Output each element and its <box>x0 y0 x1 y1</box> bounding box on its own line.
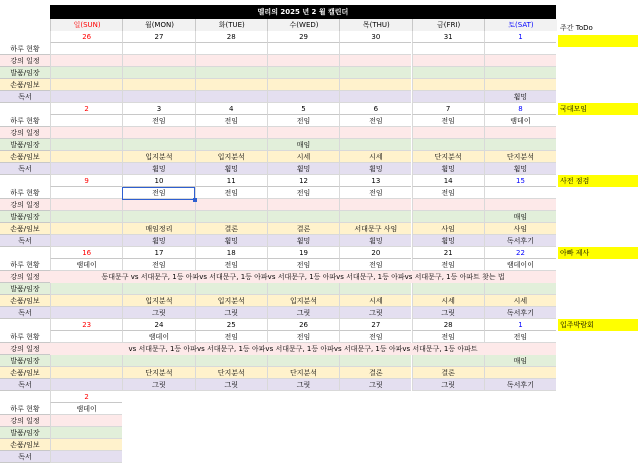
day-status-cell[interactable]: 전임 <box>412 331 484 343</box>
day-reading-cell[interactable]: 독서후기 <box>484 379 556 391</box>
date-cell[interactable]: 21 <box>412 247 484 259</box>
date-cell[interactable]: 4 <box>195 103 267 115</box>
day-reading-cell[interactable]: 그릿 <box>195 307 267 319</box>
day-lecture-cell[interactable] <box>50 415 122 427</box>
day-lecture-cell[interactable] <box>339 127 411 139</box>
day-reading-cell[interactable]: 그릿 <box>412 307 484 319</box>
row-label: 손품/임보 <box>0 79 50 91</box>
day-field-cell[interactable] <box>267 67 339 79</box>
day-field-cell[interactable] <box>339 283 411 295</box>
date-cell[interactable]: 27 <box>339 319 411 331</box>
day-field-cell[interactable] <box>267 211 339 223</box>
day-reading-cell[interactable]: 휨밍 <box>195 235 267 247</box>
date-cell[interactable]: 17 <box>122 247 194 259</box>
day-hand-cell[interactable]: 단지분석 <box>267 367 339 379</box>
day-reading-cell[interactable] <box>267 91 339 103</box>
date-cell[interactable]: 28 <box>412 319 484 331</box>
day-reading-cell[interactable]: 휨밍 <box>122 163 194 175</box>
day-lecture-cell[interactable] <box>50 199 122 211</box>
day-field-cell[interactable] <box>484 139 556 151</box>
day-hand-cell[interactable]: 입지분석 <box>267 295 339 307</box>
day-reading-cell[interactable]: 휨밍 <box>122 235 194 247</box>
day-reading-cell[interactable]: 그릿 <box>122 379 194 391</box>
date-cell[interactable]: 2 <box>50 103 122 115</box>
lecture-span-text: 동대문구 vs 서대문구, 1등 아파vs 서대문구, 1등 아파vs 서대문구, 1등 아파vs 서대문구, 1등 아파vs 서대문구, 1등 아파트 찾는 법 <box>50 271 556 283</box>
row-label: 발품/임장 <box>0 355 50 367</box>
day-status-cell[interactable] <box>412 43 484 55</box>
day-hand-cell[interactable] <box>484 367 556 379</box>
day-status-cell[interactable]: 전임 <box>195 115 267 127</box>
day-reading-cell[interactable]: 그릿 <box>339 307 411 319</box>
day-hand-cell[interactable] <box>50 295 122 307</box>
row-label: 발품/임장 <box>0 427 50 439</box>
day-hand-cell[interactable]: 결론 <box>412 367 484 379</box>
day-hand-cell[interactable]: 시세 <box>339 295 411 307</box>
day-reading-cell[interactable]: 그릿 <box>122 307 194 319</box>
date-cell[interactable]: 1 <box>484 31 556 43</box>
day-status-cell[interactable]: 전임 <box>267 331 339 343</box>
day-field-cell[interactable] <box>412 283 484 295</box>
day-status-cell[interactable]: 전임 <box>339 259 411 271</box>
day-field-cell[interactable] <box>267 283 339 295</box>
date-cell[interactable]: 10 <box>122 175 194 187</box>
weekly-todo-header: 주간 ToDo <box>560 24 593 32</box>
day-status-cell[interactable]: 전임 <box>339 115 411 127</box>
day-field-cell[interactable] <box>412 139 484 151</box>
day-lecture-cell[interactable] <box>412 55 484 67</box>
day-field-cell[interactable] <box>484 67 556 79</box>
day-hand-cell[interactable] <box>267 79 339 91</box>
day-status-cell[interactable]: 전임 <box>267 259 339 271</box>
day-hand-cell[interactable]: 입지분석 <box>195 295 267 307</box>
day-hand-cell[interactable]: 단지분석 <box>195 367 267 379</box>
day-status-cell[interactable]: 전임 <box>339 331 411 343</box>
date-cell[interactable]: 20 <box>339 247 411 259</box>
row-label: 하루 현황 <box>0 187 50 199</box>
day-reading-cell[interactable]: 휨밍 <box>267 235 339 247</box>
weekday-header: 일(SUN) <box>50 19 123 31</box>
day-lecture-cell[interactable] <box>195 199 267 211</box>
date-cell[interactable]: 11 <box>195 175 267 187</box>
day-field-cell[interactable] <box>412 67 484 79</box>
day-field-cell[interactable] <box>50 139 122 151</box>
day-lecture-cell[interactable] <box>267 127 339 139</box>
calendar-title: 멜리의 2025 년 2 월 캘린더 <box>50 5 556 19</box>
weekly-todo-note[interactable] <box>558 35 638 47</box>
day-reading-cell[interactable] <box>122 91 194 103</box>
day-lecture-cell[interactable] <box>267 199 339 211</box>
day-lecture-cell[interactable] <box>267 55 339 67</box>
day-status-cell[interactable] <box>50 115 122 127</box>
row-label: 독서 <box>0 91 50 103</box>
date-cell[interactable]: 6 <box>339 103 411 115</box>
day-hand-cell[interactable] <box>412 79 484 91</box>
row-label: 독서 <box>0 451 50 463</box>
day-reading-cell[interactable]: 휨밍 <box>195 163 267 175</box>
row-label: 강의 일정 <box>0 199 50 211</box>
day-field-cell[interactable] <box>122 355 194 367</box>
day-reading-cell[interactable]: 휨밍 <box>339 163 411 175</box>
day-reading-cell[interactable]: 독서후기 <box>484 235 556 247</box>
date-cell[interactable]: 25 <box>195 319 267 331</box>
date-cell[interactable]: 31 <box>412 31 484 43</box>
day-hand-cell[interactable] <box>50 223 122 235</box>
day-reading-cell[interactable] <box>195 91 267 103</box>
day-hand-cell[interactable] <box>50 367 122 379</box>
date-cell[interactable]: 27 <box>122 31 194 43</box>
date-cell[interactable]: 16 <box>50 247 122 259</box>
day-lecture-cell[interactable] <box>50 127 122 139</box>
day-hand-cell[interactable] <box>484 79 556 91</box>
day-hand-cell[interactable] <box>339 79 411 91</box>
day-lecture-cell[interactable] <box>484 199 556 211</box>
day-lecture-cell[interactable] <box>122 127 194 139</box>
day-status-cell[interactable]: 램데이 <box>484 115 556 127</box>
date-cell[interactable]: 22 <box>484 247 556 259</box>
day-reading-cell[interactable] <box>50 91 122 103</box>
date-cell[interactable]: 7 <box>412 103 484 115</box>
day-hand-cell[interactable] <box>122 79 194 91</box>
day-field-cell[interactable] <box>339 139 411 151</box>
day-hand-cell[interactable]: 결론 <box>267 223 339 235</box>
day-reading-cell[interactable]: 휨밍 <box>412 163 484 175</box>
day-field-cell[interactable]: 매임 <box>484 211 556 223</box>
date-cell[interactable]: 13 <box>339 175 411 187</box>
day-reading-cell[interactable]: 그릿 <box>195 379 267 391</box>
row-label: 독서 <box>0 235 50 247</box>
row-label: 독서 <box>0 307 50 319</box>
day-field-cell[interactable] <box>339 211 411 223</box>
day-field-cell[interactable] <box>50 427 122 439</box>
day-status-cell[interactable]: 전임 <box>339 187 411 199</box>
day-field-cell[interactable] <box>122 67 194 79</box>
day-reading-cell[interactable]: 그릿 <box>267 379 339 391</box>
day-reading-cell[interactable]: 휨밍 <box>339 235 411 247</box>
day-status-cell[interactable]: 램데이 <box>50 259 122 271</box>
day-status-cell[interactable]: 전임 <box>412 259 484 271</box>
row-label: 강의 일정 <box>0 55 50 67</box>
day-hand-cell[interactable] <box>50 439 122 451</box>
day-lecture-cell[interactable] <box>412 127 484 139</box>
day-hand-cell[interactable]: 결론 <box>195 223 267 235</box>
day-lecture-cell[interactable] <box>339 199 411 211</box>
row-label: 독서 <box>0 163 50 175</box>
day-field-cell[interactable]: 매임 <box>267 139 339 151</box>
date-cell[interactable]: 9 <box>50 175 122 187</box>
day-hand-cell[interactable]: 단지분석 <box>122 367 194 379</box>
row-label: 하루 현황 <box>0 115 50 127</box>
day-status-cell[interactable] <box>50 187 122 199</box>
day-field-cell[interactable] <box>195 139 267 151</box>
day-lecture-cell[interactable] <box>412 199 484 211</box>
day-reading-cell[interactable]: 독서후기 <box>484 307 556 319</box>
day-status-cell[interactable]: 램데이 <box>122 331 194 343</box>
weekly-todo-note[interactable]: 국대모임 <box>558 103 638 115</box>
fill-handle[interactable] <box>193 198 197 202</box>
day-status-cell[interactable]: 전임 <box>195 331 267 343</box>
day-status-cell[interactable]: 전임 <box>412 115 484 127</box>
row-label: 강의 일정 <box>0 343 50 355</box>
day-hand-cell[interactable]: 매임정리 <box>122 223 194 235</box>
day-field-cell[interactable] <box>195 67 267 79</box>
day-status-cell[interactable]: 램데이 <box>50 403 122 415</box>
day-status-cell[interactable]: 전임 <box>267 187 339 199</box>
weekday-header: 목(THU) <box>339 19 412 31</box>
day-hand-cell[interactable]: 결론 <box>339 367 411 379</box>
day-hand-cell[interactable]: 입지분석 <box>195 151 267 163</box>
day-field-cell[interactable] <box>412 355 484 367</box>
date-cell[interactable]: 1 <box>484 319 556 331</box>
day-field-cell[interactable] <box>195 355 267 367</box>
date-cell[interactable]: 28 <box>195 31 267 43</box>
day-field-cell[interactable]: 매임 <box>484 355 556 367</box>
lecture-span-text: vs 서대문구, 1등 아파vs 서대문구, 1등 아파vs 서대문구, 1등 아파vs 서대문구, 1등 아파vs 서대문구, 1등 아파트 <box>50 343 556 355</box>
date-cell[interactable]: 26 <box>267 319 339 331</box>
row-label: 하루 현황 <box>0 403 50 415</box>
day-field-cell[interactable] <box>339 67 411 79</box>
day-reading-cell[interactable] <box>50 379 122 391</box>
row-label: 손품/임보 <box>0 295 50 307</box>
day-lecture-cell[interactable] <box>50 55 122 67</box>
day-field-cell[interactable] <box>195 211 267 223</box>
day-status-cell[interactable]: 전임 <box>195 259 267 271</box>
row-label: 하루 현황 <box>0 331 50 343</box>
row-label: 강의 일정 <box>0 415 50 427</box>
cell-selection-outline <box>122 187 194 200</box>
day-hand-cell[interactable]: 서대문구 사임 <box>339 223 411 235</box>
weekday-header: 월(MON) <box>122 19 195 31</box>
day-field-cell[interactable] <box>122 139 194 151</box>
day-field-cell[interactable] <box>195 283 267 295</box>
row-label: 하루 현황 <box>0 259 50 271</box>
row-label: 하루 현황 <box>0 43 50 55</box>
day-status-cell[interactable]: 전임 <box>267 115 339 127</box>
row-label: 손품/임보 <box>0 223 50 235</box>
row-label: 강의 일정 <box>0 271 50 283</box>
date-cell[interactable]: 15 <box>484 175 556 187</box>
day-status-cell[interactable] <box>195 43 267 55</box>
day-reading-cell[interactable] <box>412 91 484 103</box>
weekly-todo-note[interactable]: 입주박람회 <box>558 319 638 331</box>
day-field-cell[interactable] <box>50 67 122 79</box>
day-lecture-cell[interactable] <box>339 55 411 67</box>
day-hand-cell[interactable]: 시세 <box>412 295 484 307</box>
day-reading-cell[interactable]: 휨밍 <box>412 235 484 247</box>
date-cell[interactable]: 12 <box>267 175 339 187</box>
day-lecture-cell[interactable] <box>484 55 556 67</box>
day-status-cell[interactable] <box>50 43 122 55</box>
day-field-cell[interactable] <box>484 283 556 295</box>
weekday-header: 수(WED) <box>267 19 340 31</box>
day-status-cell[interactable]: 램데이이 <box>484 259 556 271</box>
day-hand-cell[interactable] <box>195 79 267 91</box>
day-lecture-cell[interactable] <box>195 127 267 139</box>
row-label: 손품/임보 <box>0 151 50 163</box>
date-cell[interactable]: 24 <box>122 319 194 331</box>
day-hand-cell[interactable]: 시세 <box>267 151 339 163</box>
row-label: 손품/임보 <box>0 367 50 379</box>
date-cell[interactable]: 5 <box>267 103 339 115</box>
day-status-cell[interactable] <box>267 43 339 55</box>
date-cell[interactable]: 14 <box>412 175 484 187</box>
day-reading-cell[interactable] <box>339 91 411 103</box>
day-hand-cell[interactable]: 단지분석 <box>412 151 484 163</box>
day-lecture-cell[interactable] <box>195 55 267 67</box>
weekly-todo-note[interactable]: 사전 점검 <box>558 175 638 187</box>
row-label: 손품/임보 <box>0 439 50 451</box>
day-reading-cell[interactable]: 휨밍 <box>484 163 556 175</box>
day-hand-cell[interactable] <box>50 79 122 91</box>
date-cell[interactable]: 23 <box>50 319 122 331</box>
day-status-cell[interactable] <box>50 331 122 343</box>
day-field-cell[interactable] <box>122 283 194 295</box>
date-cell[interactable]: 2 <box>50 391 122 403</box>
day-reading-cell[interactable]: 그릿 <box>267 307 339 319</box>
day-field-cell[interactable] <box>50 211 122 223</box>
day-hand-cell[interactable]: 시세 <box>339 151 411 163</box>
weekday-header: 금(FRI) <box>412 19 485 31</box>
date-cell[interactable]: 18 <box>195 247 267 259</box>
date-cell[interactable]: 8 <box>484 103 556 115</box>
day-lecture-cell[interactable] <box>122 55 194 67</box>
weekly-todo-note[interactable]: 아빠 제사 <box>558 247 638 259</box>
row-label: 독서 <box>0 379 50 391</box>
day-hand-cell[interactable]: 사임 <box>412 223 484 235</box>
day-lecture-cell[interactable] <box>122 199 194 211</box>
day-status-cell[interactable] <box>484 187 556 199</box>
day-reading-cell[interactable]: 그릿 <box>339 379 411 391</box>
day-status-cell[interactable]: 전임 <box>122 259 194 271</box>
date-cell[interactable]: 26 <box>50 31 122 43</box>
day-lecture-cell[interactable] <box>484 127 556 139</box>
row-label: 발품/임장 <box>0 211 50 223</box>
day-reading-cell[interactable]: 그릿 <box>412 379 484 391</box>
day-status-cell[interactable] <box>122 43 194 55</box>
day-status-cell[interactable]: 전임 <box>122 187 194 199</box>
row-label: 발품/임장 <box>0 283 50 295</box>
day-hand-cell[interactable]: 입지분석 <box>122 151 194 163</box>
day-field-cell[interactable] <box>339 355 411 367</box>
day-hand-cell[interactable] <box>50 151 122 163</box>
date-cell[interactable]: 3 <box>122 103 194 115</box>
day-reading-cell[interactable] <box>50 307 122 319</box>
day-reading-cell[interactable]: 휨밍 <box>267 163 339 175</box>
date-cell[interactable]: 29 <box>267 31 339 43</box>
weekday-header: 화(TUE) <box>195 19 268 31</box>
day-hand-cell[interactable]: 입지분석 <box>122 295 194 307</box>
day-field-cell[interactable] <box>122 211 194 223</box>
day-reading-cell[interactable] <box>50 235 122 247</box>
day-status-cell[interactable]: 전임 <box>484 331 556 343</box>
day-field-cell[interactable] <box>50 355 122 367</box>
row-label: 발품/임장 <box>0 67 50 79</box>
row-label: 강의 일정 <box>0 127 50 139</box>
day-reading-cell[interactable] <box>50 451 122 463</box>
day-hand-cell[interactable]: 시세 <box>484 295 556 307</box>
day-field-cell[interactable] <box>267 355 339 367</box>
day-hand-cell[interactable]: 단지분석 <box>484 151 556 163</box>
day-status-cell[interactable] <box>484 43 556 55</box>
day-status-cell[interactable]: 전임 <box>412 187 484 199</box>
day-field-cell[interactable] <box>50 283 122 295</box>
day-status-cell[interactable]: 전임 <box>122 115 194 127</box>
date-cell[interactable]: 19 <box>267 247 339 259</box>
day-status-cell[interactable]: 전임 <box>195 187 267 199</box>
row-label: 발품/임장 <box>0 139 50 151</box>
day-hand-cell[interactable]: 사임 <box>484 223 556 235</box>
day-status-cell[interactable] <box>339 43 411 55</box>
day-reading-cell[interactable] <box>50 163 122 175</box>
weekday-header: 토(SAT) <box>484 19 557 31</box>
day-field-cell[interactable] <box>412 211 484 223</box>
day-reading-cell[interactable]: 휨밍 <box>484 91 556 103</box>
date-cell[interactable]: 30 <box>339 31 411 43</box>
